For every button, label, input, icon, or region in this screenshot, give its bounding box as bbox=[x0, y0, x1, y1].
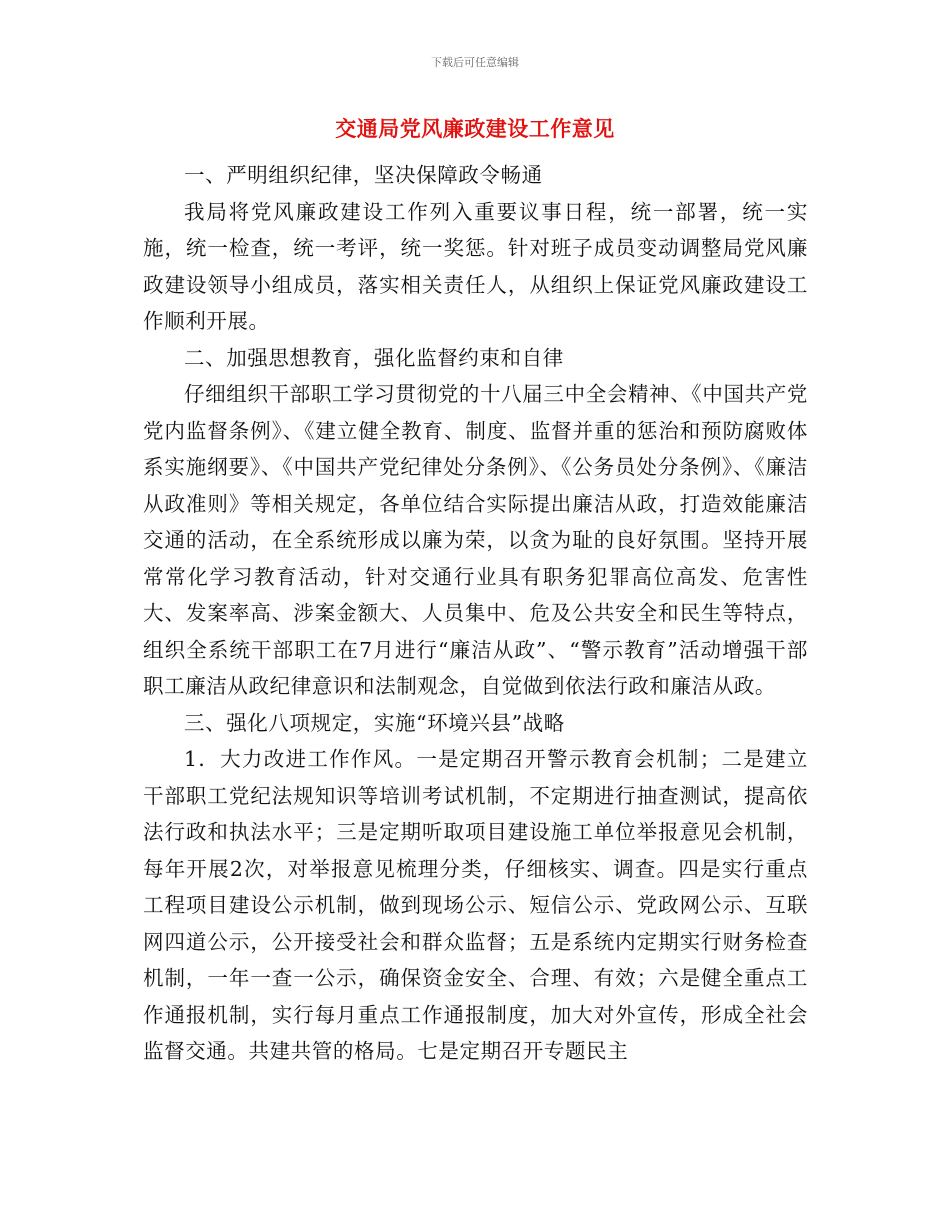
section-paragraph-2: 仔细组织干部职工学习贯彻党的十八届三中全会精神、《中国共产党党内监督条例》、《建立健全教育、制度、监督并重的惩治和预防腐败体系实施纲要》、《中国共产党纪律处分条例》、《公务员处分条例》、《廉洁从政准则》等相关规定，各单位结合实际提出廉洁从政，打造效能廉洁交通的活动，在全系统形成以廉为荣，以贪为耻的良好氛围。坚持开展常常化学习教育活动，针对交通行业具有职务犯罪高位高发、危害性大、发案率高、涉案金额大、人员集中、危及公共安全和民生等特点，组织全系统干部职工在7月进行“廉洁从政”、“警示教育”活动增强干部职工廉洁从政纪律意识和法制观念，自觉做到依法行政和廉洁从政。 bbox=[143, 382, 808, 698]
header-note: 下载后可任意编辑 bbox=[431, 56, 519, 69]
section-paragraph-1: 我局将党风廉政建设工作列入重要议事日程，统一部署，统一实施，统一检查，统一考评，统一奖惩。针对班子成员变动调整局党风廉政建设领导小组成员，落实相关责任人，从组织上保证党风廉政建设工作顺利开展。 bbox=[143, 199, 808, 333]
section-heading-3: 三、强化八项规定，实施“环境兴县”战略 bbox=[184, 710, 565, 735]
section-paragraph-3: 1．大力改进工作作风。一是定期召开警示教育会机制；二是建立干部职工党纪法规知识等培训考试机制，不定期进行抽查测试，提高依法行政和执法水平；三是定期听取项目建设施工单位举报意见会机制，每年开展2次，对举报意见梳理分类，仔细核实、调查。四是实行重点工程项目建设公示机制，做到现场公示、短信公示、党政网公示、互联网四道公示，公开接受社会和群众监督；五是系统内定期实行财务检查机制，一年一查一公示，确保资金安全、合理、有效；六是健全重点工作通报机制，实行每月重点工作通报制度，加大对外宣传，形成全社会监督交通。共建共管的格局。七是定期召开专题民主 bbox=[143, 747, 808, 1063]
document-title: 交通局党风廉政建设工作意见 bbox=[335, 116, 615, 141]
section-heading-1: 一、严明组织纪律，坚决保障政令畅通 bbox=[184, 163, 543, 187]
section-heading-2: 二、加强思想教育，强化监督约束和自律 bbox=[184, 345, 564, 370]
document-body bbox=[143, 157, 808, 1070]
